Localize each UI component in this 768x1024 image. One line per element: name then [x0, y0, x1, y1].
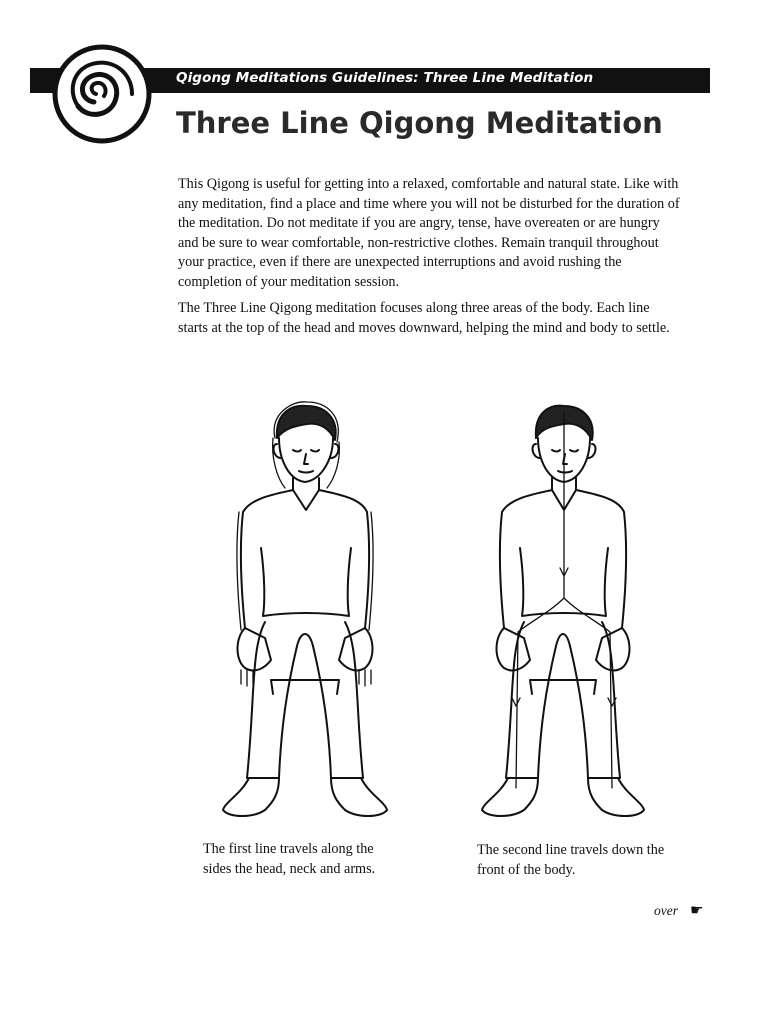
- over-label: over: [654, 903, 678, 918]
- figure-2-caption: The second line travels down the front of the body.: [477, 842, 665, 878]
- seated-figure-side-lines: [195, 398, 415, 828]
- header-banner-text: Qigong Meditations Guidelines: Three Line Meditation: [176, 70, 594, 86]
- page-title: Three Line Qigong Meditation: [176, 106, 663, 140]
- spiral-logo-icon: [50, 42, 154, 146]
- pointing-hand-icon: ☛: [690, 903, 704, 919]
- intro-paragraph: This Qigong is useful for getting into a relaxed, comfortable and natural state. Like with any meditation, find a place and time where you will not be disturbed for the duration of the meditation. Do not meditate if you are angry, tense, have overeaten or are hungry and be sure to wear comfortable, non-restrictive clothes. Remain tranquil throughout your practice, even if there are unexpected interruptions and avoid rushing the completion of your meditation session.: [178, 176, 680, 290]
- figure-1-caption: The first line travels along the sides the head, neck and arms.: [203, 841, 376, 877]
- seated-figure-front-line: [450, 398, 670, 828]
- focus-paragraph: The Three Line Qigong meditation focuses along three areas of the body. Each line starts at the top of the head and moves downward, helping the mind and body to settle.: [178, 300, 670, 336]
